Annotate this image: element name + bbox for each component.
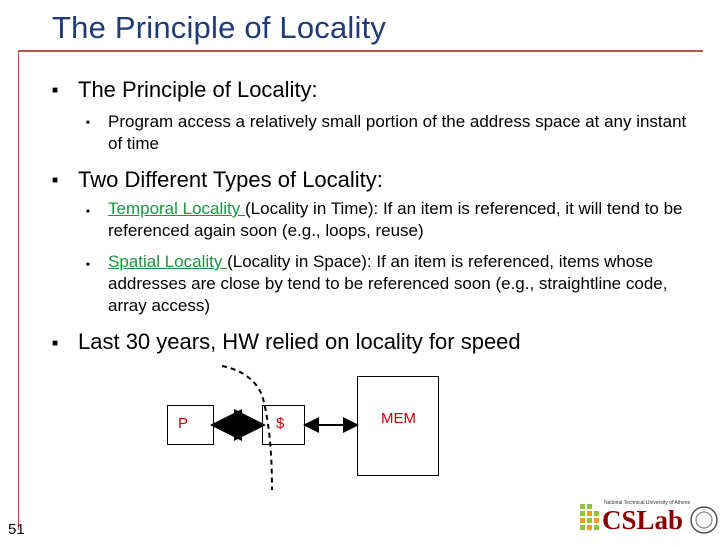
logo-caption: National Technical University of Athens xyxy=(604,500,691,506)
temporal-description: (Locality in Time): If an item is referenced, it will tend to be referenced again soon (e.g., loops, reuse) xyxy=(108,199,683,240)
sub-bullet-marker: ■ xyxy=(86,120,90,126)
temporal-locality-link[interactable]: Temporal Locality xyxy=(108,199,246,218)
sub-bullet-marker: ■ xyxy=(86,209,90,215)
slide-number: 51 xyxy=(8,521,25,538)
logo-wordmark: CSLab xyxy=(602,505,684,535)
cslab-logo xyxy=(578,496,718,540)
processor-box xyxy=(167,405,214,445)
processor-label: P xyxy=(178,415,189,432)
sub-bullet-marker: ■ xyxy=(86,262,90,268)
memory-label: MEM xyxy=(381,410,416,427)
bullet-marker: ■ xyxy=(52,85,59,96)
bullet-marker: ■ xyxy=(52,338,59,349)
bullet-principle: The Principle of Locality: xyxy=(78,77,318,102)
sub-bullet-program-access: Program access a relatively small portion of the address space at any instant of time xyxy=(108,112,687,153)
bullet-types: Two Different Types of Locality: xyxy=(78,167,383,192)
spatial-locality-link[interactable]: Spatial Locality xyxy=(108,252,228,271)
slide-title: The Principle of Locality xyxy=(52,10,387,45)
bullet-marker: ■ xyxy=(52,175,59,186)
bullet-hw-locality: Last 30 years, HW relied on locality for speed xyxy=(78,329,521,354)
spatial-description: (Locality in Space): If an item is referenced, items whose addresses are close by tend to be referenced soon (e.g., straightline code, array access) xyxy=(108,252,668,315)
cache-label: $ xyxy=(276,415,285,432)
